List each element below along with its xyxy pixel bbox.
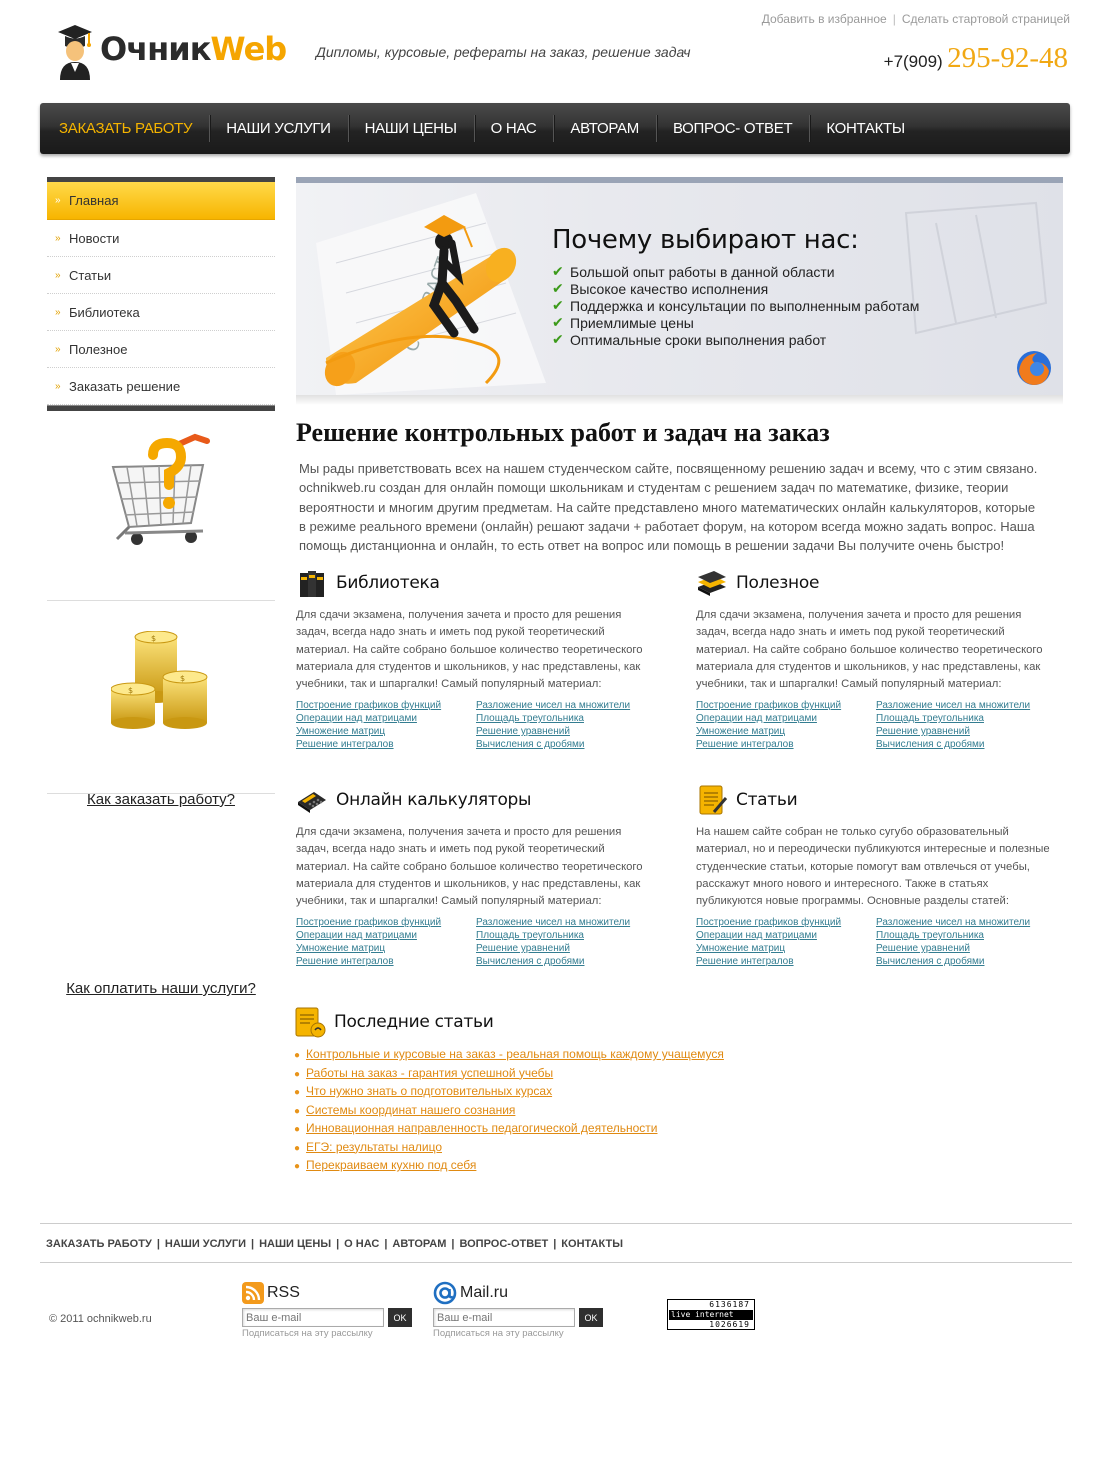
link-fractions[interactable]: Вычисления с дробями <box>476 738 585 750</box>
copyright: © 2011 ochnikweb.ru <box>49 1313 152 1325</box>
link-triangle-area[interactable]: Площадь треугольника <box>476 930 584 942</box>
footer-nav: ЗАКАЗАТЬ РАБОТУ | НАШИ УСЛУГИ | НАШИ ЦЕНЫ | О НАС | АВТОРАМ | ВОПРОС-ОТВЕТ | КОНТАКТЫ <box>46 1238 623 1250</box>
section-title: Последние статьи <box>334 1012 494 1032</box>
latest-article-link[interactable]: Контрольные и курсовые на заказ - реальная помощь каждому учащемуся <box>306 1047 724 1061</box>
section-links <box>296 700 656 751</box>
link-triangle-area[interactable]: Площадь треугольника <box>476 713 584 725</box>
list-item <box>294 1102 794 1121</box>
notepad-icon <box>696 784 728 816</box>
sidebar-item-useful[interactable] <box>47 331 275 368</box>
arrow-icon: » <box>55 269 58 281</box>
link-matrix-multiplication[interactable]: Умножение матриц <box>296 942 386 954</box>
latest-article-link[interactable]: Что нужно знать о подготовительных курсах <box>306 1084 553 1098</box>
list-item <box>294 1139 794 1158</box>
section-text: Для сдачи экзамена, получения зачета и просто для решения задач, всегда надо знать и иметь под рукой теоретический материал. На сайте собрано большое количество теоретического материала для студентов и школьников, у нас представлены, как учебники, так и шпаргалки! Самый популярный материал: <box>696 609 1043 691</box>
link-function-graphs[interactable]: Построение графиков функций <box>296 700 442 712</box>
rss-subscribe <box>242 1280 422 1339</box>
calculator-icon <box>296 784 328 816</box>
link-triangle-area[interactable]: Площадь треугольника <box>876 930 984 942</box>
link-equations[interactable]: Решение уравнений <box>476 725 570 737</box>
bullet-icon: ● <box>294 1142 301 1154</box>
link-equations[interactable]: Решение уравнений <box>876 942 970 954</box>
rss-title: RSS <box>267 1284 300 1301</box>
arrow-icon: » <box>55 306 58 318</box>
sidebar-item-label: Полезное <box>69 341 128 357</box>
list-item <box>294 1046 794 1065</box>
link-equations[interactable]: Решение уравнений <box>876 725 970 737</box>
rss-icon <box>242 1282 264 1304</box>
mailru-note: Подписаться на эту рассылку <box>433 1328 564 1339</box>
footer-nav-order[interactable]: ЗАКАЗАТЬ РАБОТУ <box>46 1238 152 1250</box>
top-links <box>762 12 1070 26</box>
banner-benefit: ✔ Высокое качество исполнения <box>552 280 769 297</box>
link-factorization[interactable]: Разложение чисел на множители <box>876 700 1031 712</box>
link-factorization[interactable]: Разложение чисел на множители <box>876 917 1031 929</box>
section-text: Для сдачи экзамена, получения зачета и просто для решения задач, всегда надо знать и иметь под рукой теоретический материал. На сайте собрано большое количество теоретического материала для студентов и школьников, у нас представлены, как учебники, так и шпаргалки! Самый популярный материал: <box>296 826 643 908</box>
banner-benefit: ✔ Поддержка и консультации по выполненным работам <box>552 297 920 314</box>
footer-divider <box>40 1262 1072 1263</box>
banner-benefit: ✔ Большой опыт работы в данной области <box>552 263 835 280</box>
arrow-icon: » <box>55 380 58 392</box>
section-links <box>296 917 656 968</box>
rss-email-input[interactable] <box>242 1308 384 1327</box>
sidebar-item-library[interactable] <box>47 294 275 331</box>
link-equations[interactable]: Решение уравнений <box>476 942 570 954</box>
main-nav <box>40 103 1070 154</box>
rss-ok-button[interactable]: OK <box>388 1308 412 1327</box>
top-links-separator: | <box>892 12 896 26</box>
list-item <box>294 1083 794 1102</box>
check-icon: ✔ <box>552 280 564 296</box>
arrow-icon: » <box>55 195 58 206</box>
logo-text: ОчникWeb <box>100 30 287 68</box>
nav-prices[interactable]: НАШИ ЦЕНЫ <box>348 103 474 154</box>
check-icon: ✔ <box>552 263 564 279</box>
section-title: Онлайн калькуляторы <box>336 790 532 810</box>
section-latest-articles <box>294 1004 794 1176</box>
sidebar-item-news[interactable] <box>47 220 275 257</box>
rss-note: Подписаться на эту рассылку <box>242 1328 373 1339</box>
banner-title: Почему выбирают нас: <box>552 225 859 255</box>
counter-views: 6136187 <box>709 1300 750 1309</box>
sidebar-item-home[interactable] <box>47 182 275 220</box>
sidebar-item-label: Статьи <box>69 267 112 283</box>
section-library <box>296 565 656 751</box>
page-title: Решение контрольных работ и задач на заказ <box>296 418 830 447</box>
mailru-ok-button[interactable]: OK <box>579 1308 603 1327</box>
liveinternet-counter[interactable] <box>667 1299 755 1330</box>
latest-article-link[interactable]: Инновационная направленность педагогической деятельности <box>306 1121 658 1135</box>
link-function-graphs[interactable]: Построение графиков функций <box>296 917 442 929</box>
check-icon: ✔ <box>552 331 564 347</box>
phone-number: 295-92-48 <box>947 42 1068 74</box>
sidebar-item-label: Библиотека <box>69 304 140 320</box>
banner-benefit: ✔ Приемлимые цены <box>552 314 694 331</box>
footer-nav-contacts[interactable]: КОНТАКТЫ <box>561 1238 623 1250</box>
graduate-icon <box>56 22 94 80</box>
counter-visitors: 1026619 <box>709 1320 750 1329</box>
link-integrals[interactable]: Решение интегралов <box>696 955 794 967</box>
header <box>0 0 1106 100</box>
link-fractions[interactable]: Вычисления с дробями <box>876 738 985 750</box>
phone <box>884 42 1068 75</box>
how-to-order-block <box>47 411 275 808</box>
section-links <box>696 917 1056 968</box>
shopping-cart-icon[interactable] <box>107 431 223 549</box>
list-item <box>294 1120 794 1139</box>
link-integrals[interactable]: Решение интегралов <box>696 738 794 750</box>
check-icon: ✔ <box>552 297 564 313</box>
section-text: Для сдачи экзамена, получения зачета и просто для решения задач, всегда надо знать и иметь под рукой теоретический материал. На сайте собрано большое количество теоретического материала для студентов и школьников, у нас представлены, как учебники, так и шпаргалки! Самый популярный материал: <box>296 609 643 691</box>
link-matrix-multiplication[interactable]: Умножение матриц <box>696 942 786 954</box>
coins-icon[interactable] <box>111 631 211 731</box>
counter-label: live internet <box>669 1310 753 1320</box>
mailru-title: Mail.ru <box>460 1284 509 1301</box>
tagline: Дипломы, курсовые, рефераты на заказ, решение задач <box>316 44 691 60</box>
latest-article-link[interactable]: Системы координат нашего сознания <box>306 1102 516 1117</box>
section-text: На нашем сайте собран не только сугубо образовательный материал, но и переодически публикуются интересные и полезные студенческие статьи, которые помогут вам отвлечься от учебы, расскажут много нового и интересного. Также в статьях публикуются новые программы. Основные разделы статей: <box>696 826 1050 908</box>
bullet-icon: ● <box>294 1050 301 1061</box>
link-matrix-operations[interactable]: Операции над матрицами <box>696 713 817 725</box>
link-factorization[interactable]: Разложение чисел на множители <box>476 917 631 929</box>
bullet-icon: ● <box>294 1068 301 1080</box>
link-matrix-multiplication[interactable]: Умножение матриц <box>696 725 786 737</box>
sidebar-item-order-solution[interactable] <box>47 368 275 405</box>
link-matrix-multiplication[interactable]: Умножение матриц <box>296 725 386 737</box>
footer-nav-authors[interactable]: АВТОРАМ <box>392 1238 447 1250</box>
link-function-graphs[interactable]: Построение графиков функций <box>696 917 842 929</box>
footer-nav-services[interactable]: НАШИ УСЛУГИ <box>164 1238 247 1250</box>
link-fractions[interactable]: Вычисления с дробями <box>876 955 985 967</box>
bullet-icon: ● <box>294 1087 301 1098</box>
side-menu <box>47 177 275 405</box>
set-homepage-link[interactable]: Сделать стартовой страницей <box>901 12 1070 26</box>
latest-articles-list <box>294 1046 794 1176</box>
link-matrix-operations[interactable]: Операции над матрицами <box>296 713 417 725</box>
link-matrix-operations[interactable]: Операции над матрицами <box>296 930 417 942</box>
section-title: Статьи <box>736 790 798 810</box>
link-factorization[interactable]: Разложение чисел на множители <box>476 700 631 712</box>
list-item <box>294 1157 794 1176</box>
footer-nav-faq[interactable]: ВОПРОС-ОТВЕТ <box>459 1238 549 1250</box>
section-calculators <box>296 782 656 968</box>
banner-benefit: ✔ Оптимальные сроки выполнения работ <box>552 331 827 348</box>
notebooks-icon <box>696 567 728 599</box>
sidebar-item-label: Заказать решение <box>69 378 181 394</box>
books-icon <box>296 567 328 599</box>
document-icon <box>294 1006 326 1038</box>
link-integrals[interactable]: Решение интегралов <box>296 955 394 967</box>
banner-shadow <box>296 395 1063 405</box>
svg-text:$: $ <box>180 674 186 683</box>
svg-text:$: $ <box>151 634 157 643</box>
add-favorites-link[interactable]: Добавить в избранное <box>761 12 887 26</box>
mailru-subscribe <box>433 1280 613 1339</box>
footer-nav-about[interactable]: О НАС <box>344 1238 380 1250</box>
nav-about[interactable]: О НАС <box>474 103 554 154</box>
check-icon: ✔ <box>552 314 564 330</box>
link-fractions[interactable]: Вычисления с дробями <box>476 955 585 967</box>
nav-services[interactable]: НАШИ УСЛУГИ <box>209 103 347 154</box>
sidebar-item-articles[interactable] <box>47 257 275 294</box>
site-logo[interactable] <box>56 22 287 82</box>
link-integrals[interactable]: Решение интегралов <box>296 738 394 750</box>
section-links <box>696 700 1056 751</box>
banner-benefits-list <box>552 263 919 348</box>
nav-order-work[interactable]: ЗАКАЗАТЬ РАБОТУ <box>59 120 193 137</box>
footer-divider <box>40 1223 1072 1224</box>
banner <box>296 177 1063 395</box>
phone-code: +7(909) <box>883 52 943 71</box>
footer-nav-prices[interactable]: НАШИ ЦЕНЫ <box>259 1238 332 1250</box>
bullet-icon: ● <box>294 1161 301 1172</box>
nav-faq[interactable]: ВОПРОС- ОТВЕТ <box>656 103 809 154</box>
sidebar-item-label: Главная <box>69 193 119 208</box>
arrow-icon: » <box>55 232 58 244</box>
section-articles <box>696 782 1056 968</box>
latest-article-link[interactable]: ЕГЭ: результаты налицо <box>306 1139 442 1154</box>
bullet-icon: ● <box>294 1105 301 1117</box>
mailru-at-icon <box>433 1281 457 1305</box>
list-item <box>294 1065 794 1084</box>
link-function-graphs[interactable]: Построение графиков функций <box>696 700 842 712</box>
arrow-icon: » <box>55 343 58 355</box>
bullet-icon: ● <box>294 1124 301 1135</box>
sidebar-item-label: Новости <box>69 230 120 246</box>
section-title: Полезное <box>736 573 820 593</box>
latest-article-link[interactable]: Перекраиваем кухню под себя <box>306 1158 477 1172</box>
svg-text:$: $ <box>128 686 134 695</box>
how-to-order-link[interactable]: Как заказать работу? <box>86 791 235 808</box>
intro-text: Мы рады приветствовать всех на нашем студенческом сайте, посвященному решению задач и всему, что с этим связано. ochnikweb.ru создан для онлайн помощи школьникам и студентам с решением задач по математике, физике, теории вероятности и многим другим предметам. На сайте представлено много математических онлайн калькуляторов, которые в режиме реального времени (онлайн) решают задачи + работает форум, на котором всегда можно задать вопрос. Наша помощь дистанционна и онлайн, то есть ответ на вопрос или помощь в решении задачи Вы получите очень быстро! <box>299 461 1038 554</box>
latest-article-link[interactable]: Работы на заказ - гарантия успешной учебы <box>306 1065 554 1080</box>
nav-authors[interactable]: АВТОРАМ <box>553 103 656 154</box>
section-useful <box>696 565 1056 751</box>
firefox-icon <box>1015 349 1053 387</box>
how-to-pay-link[interactable]: Как оплатить наши услуги? <box>66 980 256 997</box>
section-title: Библиотека <box>336 573 440 593</box>
mailru-email-input[interactable] <box>433 1308 575 1327</box>
sidebar <box>47 177 275 997</box>
nav-contacts[interactable]: КОНТАКТЫ <box>809 103 922 154</box>
link-triangle-area[interactable]: Площадь треугольника <box>876 713 984 725</box>
link-matrix-operations[interactable]: Операции над матрицами <box>696 930 817 942</box>
